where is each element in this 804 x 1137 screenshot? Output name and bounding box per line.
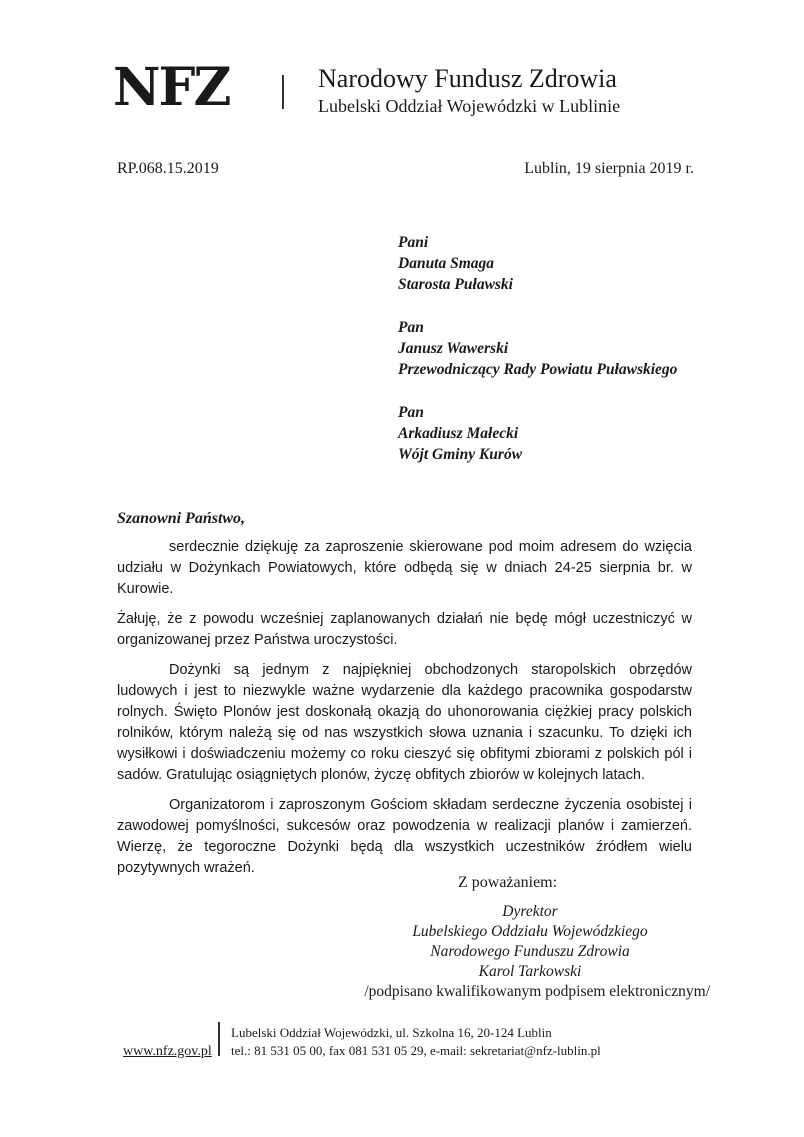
- recipient-title: Starosta Puławski: [398, 276, 513, 293]
- recipient-name: Janusz Wawerski: [398, 340, 509, 357]
- org-branch: Lubelski Oddział Wojewódzki w Lublinie: [318, 96, 621, 116]
- letter-closing: Z poważaniem:: [458, 874, 558, 891]
- org-name: Narodowy Fundusz Zdrowia: [318, 64, 617, 93]
- paragraph: Żałuję, że z powodu wcześniej zaplanowanych działań nie będę mógł uczestniczyć w organizowanej przez Państwa uroczystości.: [117, 611, 692, 648]
- recipient: [398, 317, 677, 380]
- footer-address-block: [231, 1024, 601, 1060]
- nfz-logo: NFZ: [113, 57, 230, 118]
- footer-address: Lubelski Oddział Wojewódzki, ul. Szkolna 16, 20-124 Lublin: [231, 1025, 552, 1040]
- letter-date: Lublin, 19 sierpnia 2019 r.: [524, 160, 694, 177]
- signature-note: /podpisano kwalifikowanym podpisem elektronicznym/: [364, 983, 710, 1000]
- recipient-name: Danuta Smaga: [398, 255, 495, 272]
- recipients-block: [398, 232, 677, 487]
- recipient-title: Wójt Gminy Kurów: [398, 446, 523, 463]
- recipient-title: Przewodniczący Rady Powiatu Puławskiego: [398, 361, 678, 378]
- signature-block: [350, 902, 710, 1002]
- signature-dept: Lubelskiego Oddziału Wojewódzkiego: [412, 923, 648, 940]
- recipient-salutation: Pan: [398, 319, 424, 336]
- footer-link[interactable]: www.nfz.gov.pl: [123, 1044, 212, 1059]
- signature-role: Dyrektor: [502, 903, 558, 920]
- signature-name: Karol Tarkowski: [478, 963, 582, 980]
- letter-body: [117, 537, 692, 888]
- recipient-name: Arkadiusz Małecki: [398, 425, 519, 442]
- recipient-salutation: Pani: [398, 234, 429, 251]
- letter-salutation: Szanowni Państwo,: [117, 510, 246, 527]
- header-divider: [282, 75, 284, 109]
- footer-contact: tel.: 81 531 05 00, fax 081 531 05 29, e-mail: sekretariat@nfz-lublin.pl: [231, 1043, 601, 1058]
- paragraph: serdecznie dziękuję za zaproszenie skierowane pod moim adresem do wzięcia udziału w Dożynkach Powiatowych, które odbędą się w dniach 24-25 sierpnia br. w Kurowie.: [117, 539, 692, 597]
- recipient: [398, 232, 677, 295]
- paragraph: Organizatorom i zaproszonym Gościom składam serdeczne życzenia osobistej i zawodowej pomyślności, sukcesów oraz powodzenia w realizacji planów i zamierzeń. Wierzę, że tegoroczne Dożynki będą dla wszystkich uczestników źródłem wielu pozytywnych wrażeń.: [117, 797, 692, 876]
- reference-number: RP.068.15.2019: [117, 160, 219, 177]
- recipient: [398, 402, 677, 465]
- paragraph: Dożynki są jednym z najpiękniej obchodzonych staropolskich obrzędów ludowych i jest to niezwykle ważne wydarzenie dla każdego pracownika gospodarstw rolnych. Święto Plonów jest doskonałą okazją do uhonorowania ciężkiej pracy polskich rolników, którym należą się od nas wszystkich słowa uznania i szacunku. To dzięki ich wysiłkowi i doświadczeniu możemy co roku cieszyć się obfitymi zbiorami z polskich pól i sadów. Gratulując osiągniętych plonów, życzę obfitych zbiorów w kolejnych latach.: [117, 662, 692, 783]
- signature-dept: Narodowego Funduszu Zdrowia: [430, 943, 630, 960]
- footer-divider: [218, 1022, 220, 1056]
- recipient-salutation: Pan: [398, 404, 424, 421]
